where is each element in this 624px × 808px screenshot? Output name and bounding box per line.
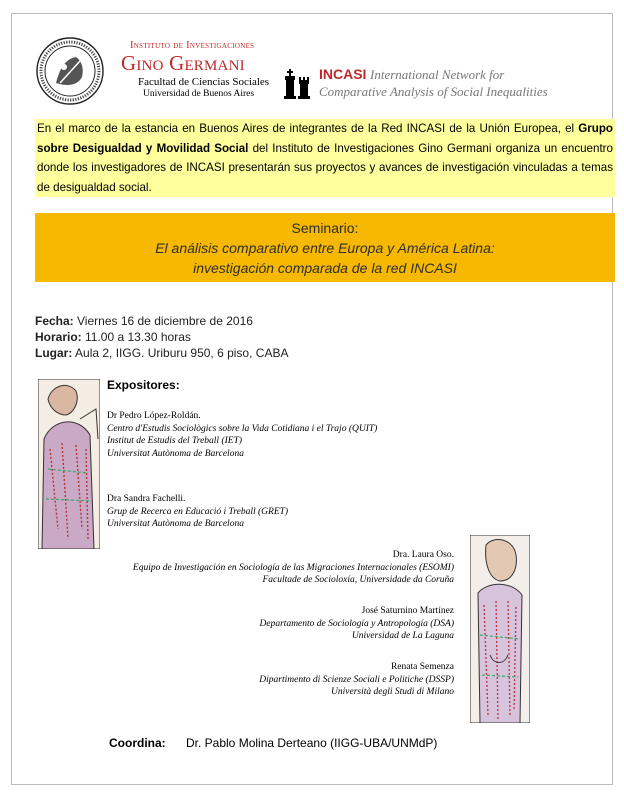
illustration-man-sketch <box>38 379 100 549</box>
intro-text-1: En el marco de la estancia en Buenos Aires de integrantes de la Red INCASI de la Unión Europea, el <box>37 122 579 135</box>
horario-label: Horario: <box>35 330 82 344</box>
speaker-name: Dra. Laura Oso. <box>392 550 454 560</box>
lugar-value: Aula 2, IIGG. Uriburu 950, 6 piso, CABA <box>72 346 289 360</box>
speaker-2 <box>107 493 288 531</box>
speaker-name: Dra Sandra Fachelli. <box>107 494 186 504</box>
institute-name: Gino Germani <box>121 51 245 75</box>
seminar-title-line1: El análisis comparativo entre Europa y América Latina: <box>155 240 495 256</box>
intro-text-2: del Instituto de Investigaciones Gino Germani organiza un encuentro donde los investigadores de INCASI presentarán sus proyectos y avances de investigación vinculadas a temas de desigualdad social. <box>37 141 613 194</box>
expositores-heading: Expositores: <box>107 378 180 392</box>
speaker-affiliation: Facultade de Socioloxía, Universidade da Coruña <box>262 575 454 585</box>
fecha-label: Fecha: <box>35 314 74 328</box>
fecha-value: Viernes 16 de diciembre de 2016 <box>73 314 253 328</box>
speaker-name: José Saturnino Martínez <box>361 606 454 616</box>
speaker-affiliation: Università degli Studi di Milano <box>331 687 454 697</box>
speaker-affiliation: Grup de Recerca en Educació i Treball (GRET) <box>107 506 289 517</box>
speaker-affiliation: Equipo de Investigación en Sociología de las Migraciones Internacionales (ESOMI) <box>132 562 454 573</box>
incasi-tagline-1: International Network for <box>370 67 505 82</box>
speaker-name: Renata Semenza <box>390 662 454 672</box>
speaker-affiliation: Dipartimento di Scienze Sociali e Politiche (DSSP) <box>259 674 454 685</box>
speaker-affiliation: Departamento de Sociología y Antropología (DSA) <box>259 618 454 629</box>
illustration-woman-sketch <box>470 535 530 723</box>
speaker-1 <box>107 410 377 460</box>
lugar-label: Lugar: <box>35 346 73 360</box>
speaker-affiliation: Universitat Autònoma de Barcelona <box>107 448 244 459</box>
fecha-row <box>35 314 253 328</box>
lugar-row <box>35 346 288 360</box>
intro-paragraph <box>35 119 615 197</box>
speaker-3 <box>133 549 454 587</box>
horario-row <box>35 330 191 344</box>
coordina-label: Coordina: <box>109 736 166 750</box>
speaker-4 <box>260 605 454 643</box>
speaker-affiliation: Universidad de La Laguna <box>351 631 454 641</box>
seminar-banner <box>35 213 615 282</box>
speaker-affiliation: Centro d'Estudis Sociològics sobre la Vida Cotidiana i el Trajo (QUIT) <box>107 423 378 434</box>
intro-group-name: Grupo sobre Desigualdad y Movilidad Social <box>37 122 613 155</box>
institute-line1: Instituto de Investigaciones <box>130 40 255 51</box>
university-name: Universidad de Buenos Aires <box>143 89 255 99</box>
seminar-label: Seminario: <box>291 220 359 236</box>
speaker-affiliation: Institut de Estudis del Treball (IET) <box>107 436 243 446</box>
horario-value: 11.00 a 13.30 horas <box>81 330 191 344</box>
speaker-affiliation: Universitat Autònoma de Barcelona <box>107 519 244 529</box>
coordina-value: Dr. Pablo Molina Derteano (IIGG-UBA/UNMdP) <box>186 736 438 750</box>
incasi-tagline-2: Comparative Analysis of Social Inequalities <box>319 84 548 99</box>
faculty-name: Facultad de Ciencias Sociales <box>138 76 270 88</box>
speaker-name: Dr Pedro López-Roldán. <box>107 411 201 421</box>
speaker-5 <box>259 661 454 699</box>
iigg-seal-logo <box>36 37 104 105</box>
incasi-name: INCASI <box>319 66 367 82</box>
chess-pieces-icon <box>283 66 311 100</box>
seminar-title-line2: investigación comparada de la red INCASI <box>193 260 457 276</box>
